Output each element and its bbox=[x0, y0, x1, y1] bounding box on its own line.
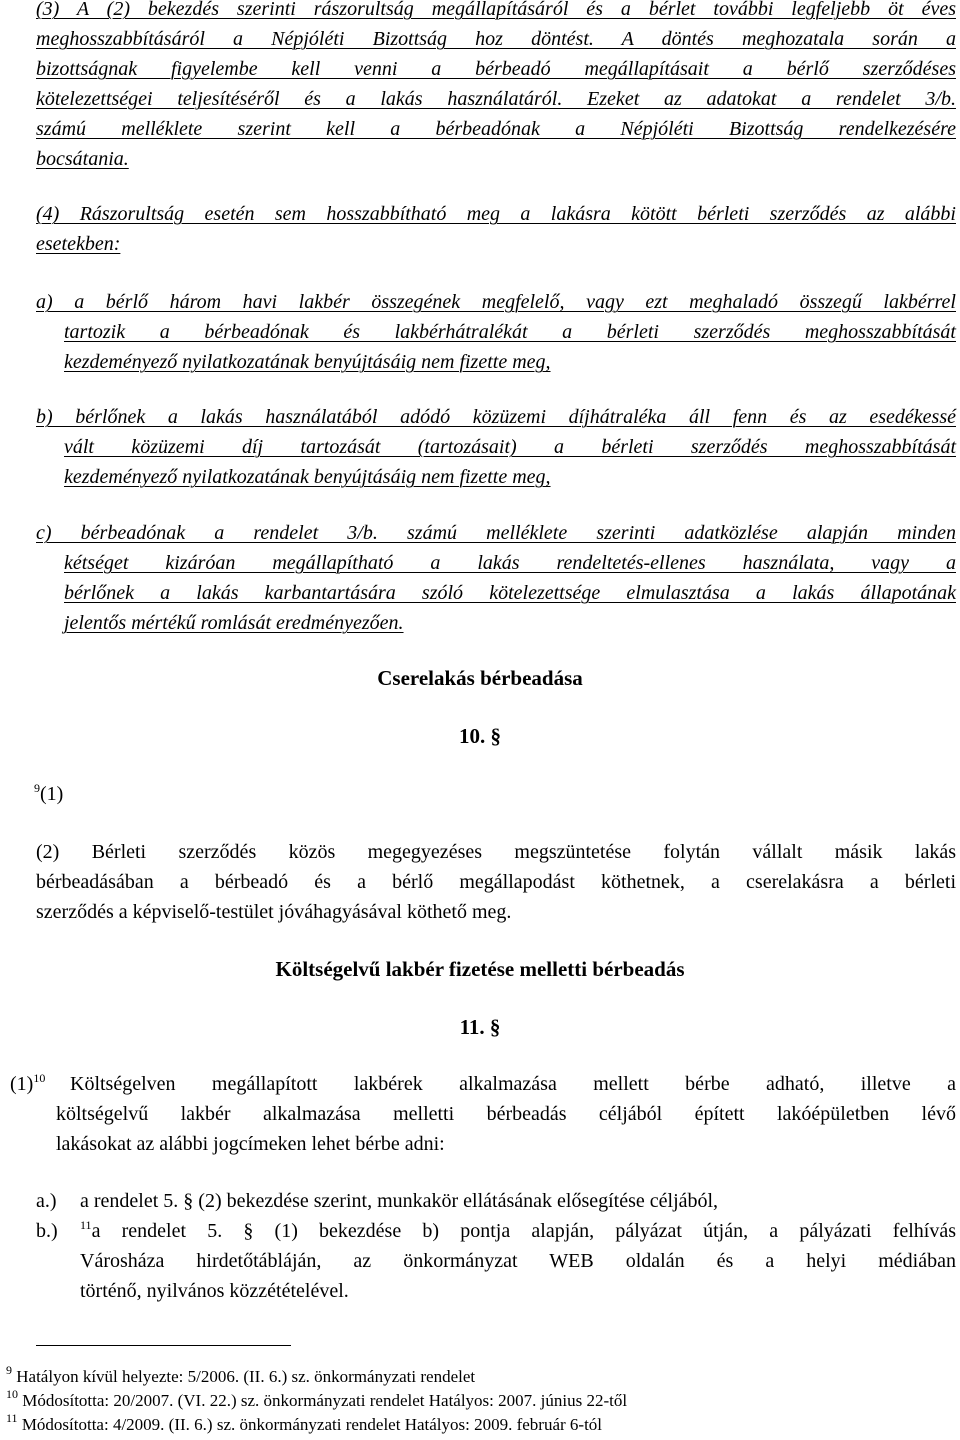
section-11-paragraph-1-line: lakásokat az alábbi jogcímeken lehet bérbe adni: bbox=[56, 1133, 445, 1155]
paragraph-3-line: bizottságnak figyelembe kell venni a bérbeadó megállapításait a bérlő szerződéses bbox=[36, 58, 956, 80]
list-item-c-line: bérlőnek a lakás karbantartására szóló kötelezettsége elmulasztása a lakás állapotának bbox=[64, 582, 956, 604]
footnote-ref-11[interactable]: 11 bbox=[80, 1218, 92, 1232]
section-11-paragraph-1-line: költségelvű lakbér alkalmazása melletti bérbeadás céljából épített lakóépületben lévő bbox=[56, 1103, 956, 1125]
section-11-paragraph-1-label bbox=[10, 1070, 45, 1098]
paragraph-3-line: (3) A (2) bekezdés szerinti rászorultság megállapításáról és a bérlet további legfeljebb öt éves bbox=[36, 0, 956, 20]
section-10-number: 10. § bbox=[459, 724, 501, 748]
footnote-text: Hatályon kívül helyezte: 5/2006. (II. 6.) sz. önkormányzati rendelet bbox=[16, 1367, 476, 1386]
list-item-b-line: vált közüzemi díj tartozását (tartozásait) a bérleti szerződés meghosszabbítását bbox=[64, 436, 956, 458]
paragraph-4-line: esetekben: bbox=[36, 233, 121, 255]
footnote-text: Módosította: 20/2007. (VI. 22.) sz. önkormányzati rendelet Hatályos: 2007. június 22-től bbox=[22, 1391, 628, 1410]
paragraph-label: (1) bbox=[40, 783, 64, 805]
list-item-a-line: kezdeményező nyilatkozatának benyújtásáig nem fizette meg, bbox=[64, 351, 551, 373]
footnote-number: 10 bbox=[6, 1387, 18, 1401]
footnote-11 bbox=[6, 1411, 603, 1436]
list-item-a-line: tartozik a bérbeadónak és lakbérhátralékát a bérleti szerződés meghosszabbítását bbox=[64, 321, 956, 343]
section-10-heading: Cserelakás bérbeadása bbox=[377, 666, 583, 690]
list-item-b-line: történő, nyilvános közzétételével. bbox=[80, 1280, 349, 1302]
footnote-9 bbox=[6, 1363, 476, 1388]
paragraph-3-line: bocsátania. bbox=[36, 148, 129, 170]
section-11-paragraph-1-line: Költségelven megállapított lakbérek alkalmazása mellett bérbe adható, illetve a bbox=[70, 1073, 956, 1095]
footnote-10 bbox=[6, 1387, 628, 1412]
list-item-a-text: a rendelet 5. § (2) bekezdése szerint, munkakör ellátásának elősegítése céljából, bbox=[80, 1190, 719, 1212]
list-item-b-line: Városháza hirdetőtábláján, az önkormányzat WEB oldalán és a helyi médiában bbox=[80, 1250, 956, 1272]
footnote-separator bbox=[36, 1345, 291, 1346]
paragraph-3-line: kötelezettségei teljesítéséről és a lakás használatáról. Ezeket az adatokat a rendelet 3/b. bbox=[36, 88, 956, 110]
section-10-paragraph-1 bbox=[34, 780, 63, 808]
list-label-b: b.) bbox=[36, 1220, 58, 1242]
list-item-b-line-1: $^{11}$a rendelet 5. § (1) bekezdése b) pontja alapján, pályázat útján, a pályázati felhívás bbox=[80, 1218, 956, 1242]
footnote-ref-9[interactable]: 9 bbox=[34, 781, 40, 795]
list-item-b-line: b) bérlőnek a lakás használatából adódó közüzemi díjhátraléka áll fenn és az esedékessé bbox=[36, 406, 956, 428]
footnote-number: 11 bbox=[6, 1411, 18, 1425]
list-item-c-line: kétséget kizáróan megállapítható a lakás rendeltetés-ellenes használata, vagy a bbox=[64, 552, 956, 574]
footnote-ref-10[interactable]: 10 bbox=[33, 1071, 46, 1085]
paragraph-3-line: meghosszabbításáról a Népjóléti Bizottság hoz döntést. A döntés meghozatala során a bbox=[36, 28, 956, 50]
list-item-c-line: jelentős mértékű romlását eredményezően. bbox=[64, 612, 404, 634]
list-label-a: a.) bbox=[36, 1190, 57, 1212]
section-10-paragraph-2-line: (2) Bérleti szerződés közös megegyezéses megszüntetése folytán vállalt másik lakás bbox=[36, 841, 956, 863]
footnote-text: Módosította: 4/2009. (II. 6.) sz. önkormányzati rendelet Hatályos: 2009. február 6-tól bbox=[21, 1415, 603, 1434]
list-item-a-line: a) a bérlő három havi lakbér összegének megfelelő, vagy ezt meghaladó összegű lakbérrel bbox=[36, 291, 956, 313]
section-11-number: 11. § bbox=[459, 1015, 501, 1039]
section-11-heading: Költségelvű lakbér fizetése melletti bérbeadás bbox=[275, 957, 685, 981]
section-10-paragraph-2-line: bérbeadásában a bérbeadó és a bérlő megállapodást köthetnek, a cserelakásra a bérleti bbox=[36, 871, 956, 893]
paragraph-label: (1) bbox=[10, 1073, 34, 1095]
paragraph-3-line: számú melléklete szerint kell a bérbeadónak a Népjóléti Bizottság rendelkezésére bbox=[36, 118, 956, 140]
section-10-paragraph-2-line: szerződés a képviselő-testület jóváhagyásával köthető meg. bbox=[36, 901, 512, 923]
paragraph-4-line: (4) Rászorultság esetén sem hosszabbítható meg a lakásra kötött bérleti szerződés az alábbi bbox=[36, 203, 956, 225]
list-item-c-line: c) bérbeadónak a rendelet 3/b. számú melléklete szerinti adatközlése alapján minden bbox=[36, 522, 956, 544]
footnote-number: 9 bbox=[6, 1363, 12, 1377]
list-item-b-line: kezdeményező nyilatkozatának benyújtásáig nem fizette meg, bbox=[64, 466, 551, 488]
